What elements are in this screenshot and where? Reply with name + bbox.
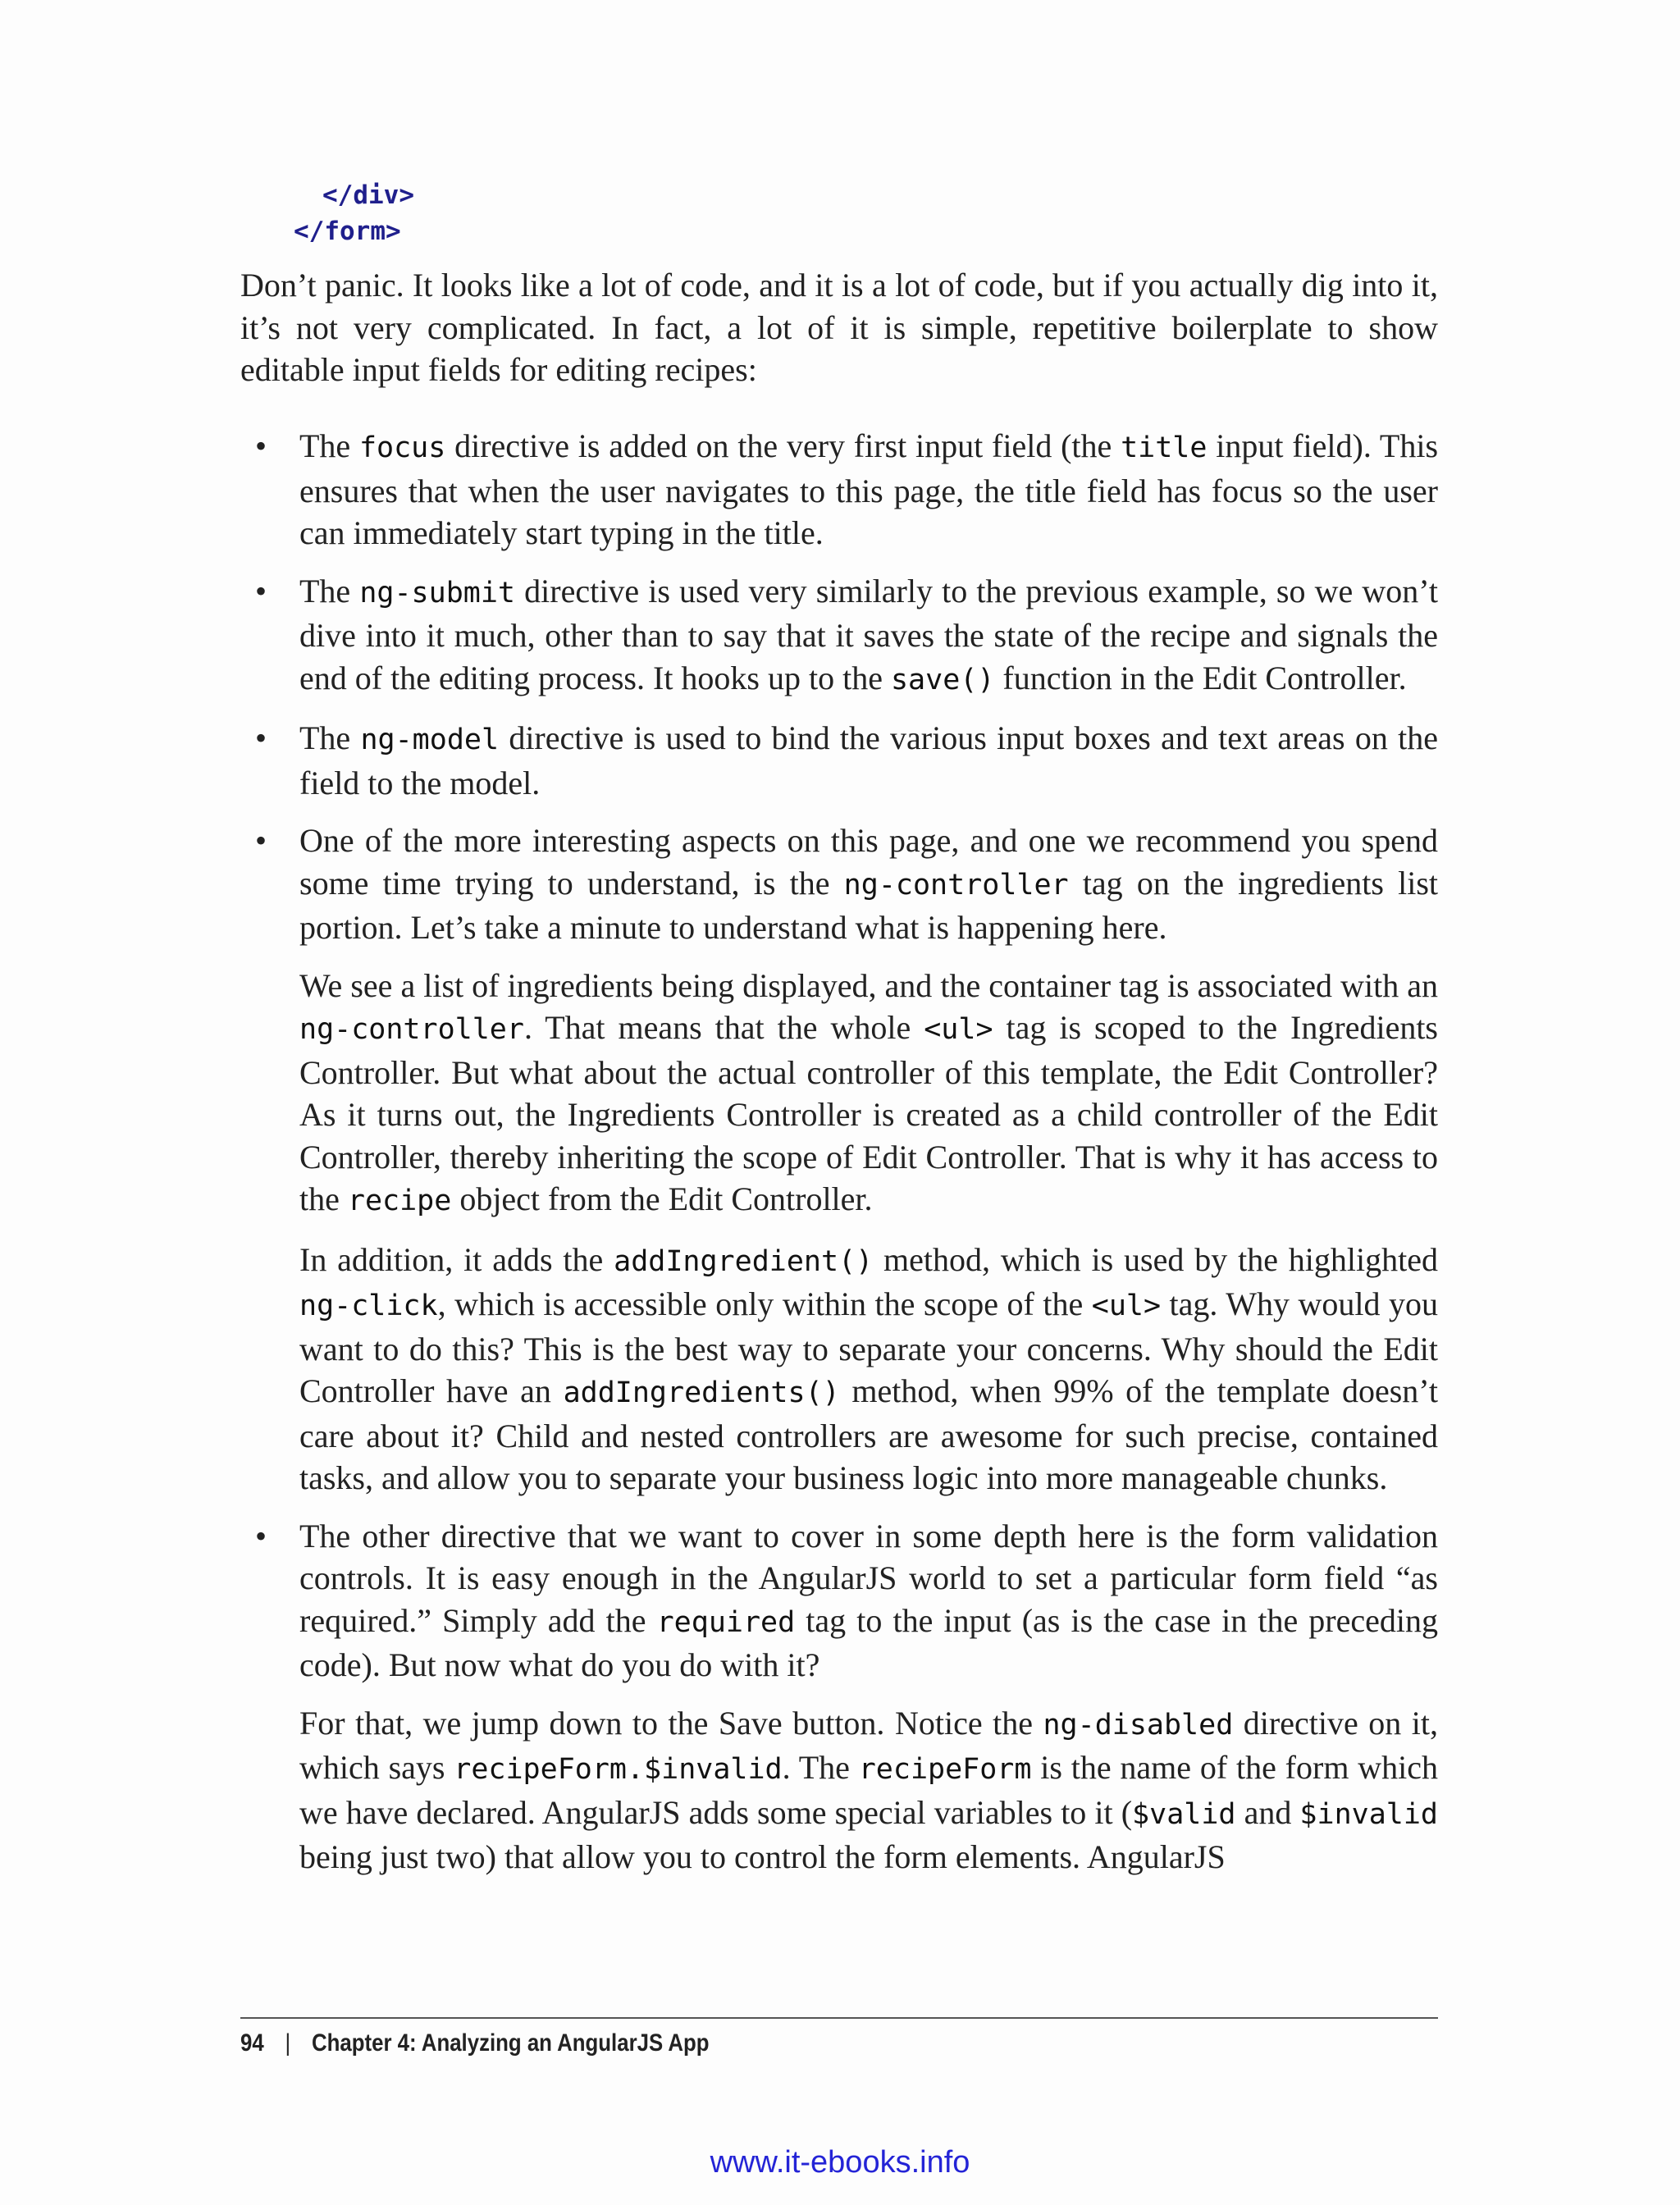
page-footer — [240, 2029, 710, 2057]
bullet-icon: • — [255, 1517, 267, 1554]
bullet-icon: • — [255, 822, 267, 859]
list-item — [240, 425, 1438, 555]
list-item-text: In addition, it adds the addIngredient() method, which is used by the highlighted ng-click, which is accessible only within the scope of the <ul> tag. Why would you want to do this? This is the best way to separate your concerns. Why should the Edit Controller have an addIngredients() method, when 99% of the template doesn’t care about it? Child and nested controllers are awesome for such precise, contained tasks, and allow you to separate your business logic into more manageable chunks. — [299, 1240, 1439, 1496]
list-item-text: We see a list of ingredients being displayed, and the container tag is associated with an ng-controller. That means that the whole <ul> tag is scoped to the Ingredients Controller. But what about the actual controller of this template, the Edit Controller? As it turns out, the Ingredients Controller is created as a child controller of the Edit Controller, thereby inheriting the scope of Edit Controller. That is why it has access to the recipe object from the Edit Controller. — [299, 966, 1438, 1217]
page-number: 94 — [240, 2029, 264, 2057]
bullet-icon: • — [255, 427, 267, 464]
intro-paragraph: Don’t panic. It looks like a lot of code, and it is a lot of code, but if you actually dig into it, it’s not very complicated. In fact, a lot of it is simple, repetitive boilerplate to show editable input fields for editing recipes: — [240, 267, 1438, 388]
bullet-icon: • — [255, 572, 267, 609]
list-item-text: The ng-submit directive is used very similarly to the previous example, so we won’t dive into it much, other than to say that it saves the state of the recipe and signals the end of the editing process. It hooks up to the save() function in the Edit Controller. — [299, 572, 1439, 696]
list-item — [240, 819, 1438, 1500]
list-item-text: The other directive that we want to cover in some depth here is the form validation controls. It is easy enough in the AngularJS world to set a particular form field “as required.” Simply add the required tag to the input (as is the case in the preceding code). But now what do you do with it? — [299, 1517, 1438, 1683]
footer-separator: | — [285, 2029, 291, 2057]
list-item-text: The ng-model directive is used to bind the various input boxes and text areas on the field to the model. — [299, 719, 1438, 801]
chapter-title: Chapter 4: Analyzing an AngularJS App — [312, 2029, 710, 2057]
bullet-list — [240, 425, 1438, 1894]
code-line-close-form: </form> — [294, 217, 401, 246]
watermark-link[interactable]: www.it-ebooks.info — [710, 2145, 970, 2180]
bullet-icon: • — [255, 719, 267, 756]
list-item — [240, 570, 1438, 702]
footer-divider — [240, 2017, 1438, 2019]
list-item-text: The focus directive is added on the very first input field (the title input field). This ensures that when the user navigates to this page, the title field has focus so the user can immediately start typing in the title. — [299, 427, 1439, 551]
list-item-text: One of the more interesting aspects on this page, and one we recommend you spend some time trying to understand, is the ng-controller tag on the ingredients list portion. Let’s take a minute to understand what is happening here. — [299, 822, 1438, 946]
code-line-close-div: </div> — [322, 180, 414, 210]
list-item — [240, 1515, 1438, 1879]
list-item — [240, 717, 1438, 804]
list-item-text: For that, we jump down to the Save button. Notice the ng-disabled directive on it, which says recipeForm.$invalid. The recipeForm is the name of the form which we have declared. AngularJS adds some special variables to it ($valid and $invalid being just two) that allow you to control the form elements. AngularJS — [299, 1704, 1438, 1875]
